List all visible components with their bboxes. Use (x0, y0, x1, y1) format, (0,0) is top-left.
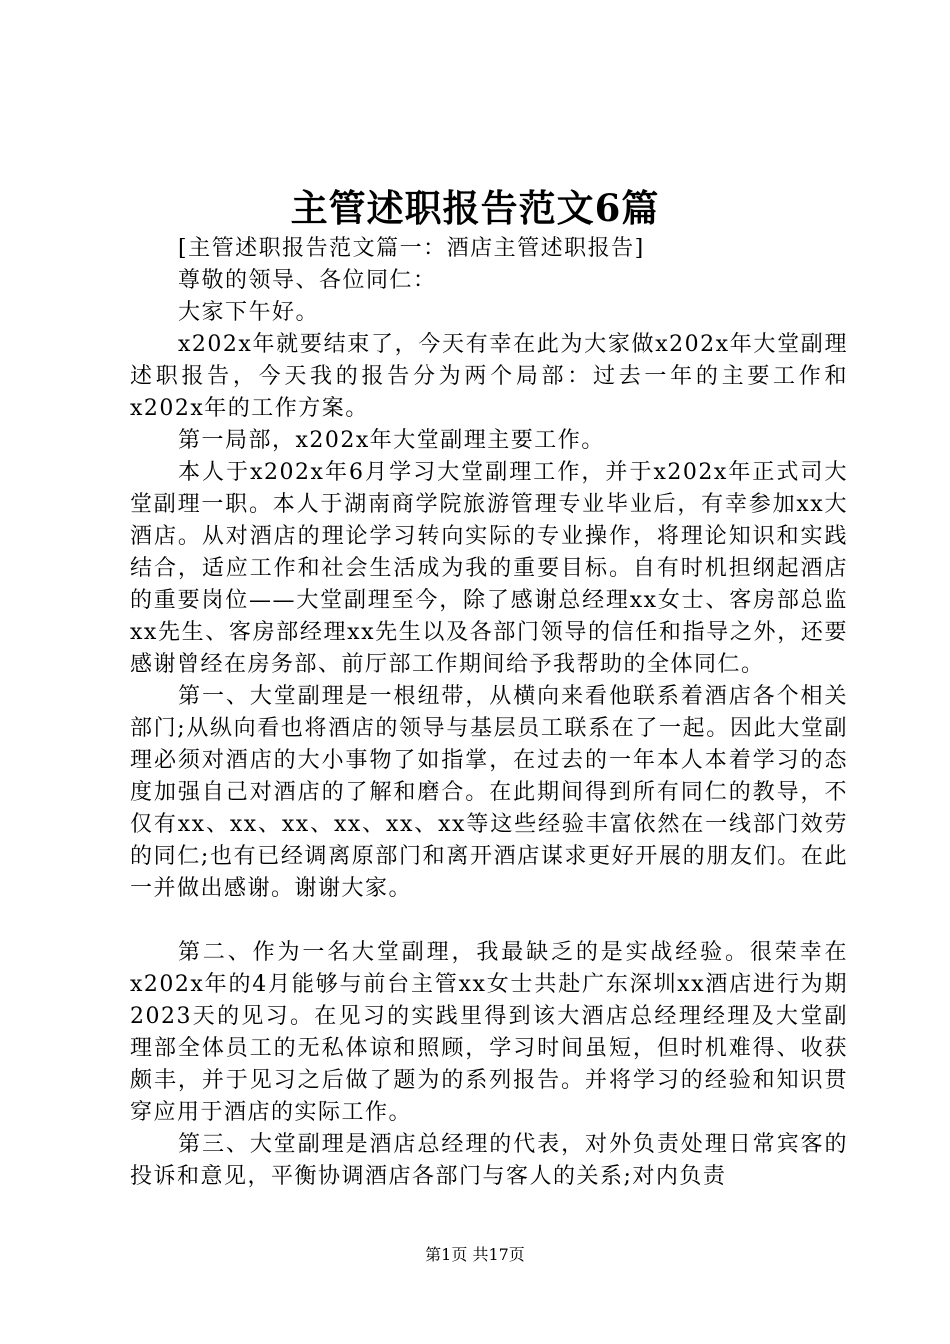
paragraph: 大家下午好。 (178, 300, 320, 325)
document-title: 主管述职报告范文6篇 (290, 186, 660, 230)
paragraph: 尊敬的领导、各位同仁： (178, 268, 437, 293)
paragraph: [主管述职报告范文篇一：酒店主管述职报告] (178, 236, 645, 261)
document-body (130, 233, 848, 1193)
paragraph: 本人于x202x年6月学习大堂副理工作，并于x202x年正式司大堂副理一职。本人于湖南商学院旅游管理专业毕业后，有幸参加xx大酒店。从对酒店的理论学习转向实际的专业操作，将理论知识和实践结合，适应工作和社会生活成为我的重要目标。自有时机担纲起酒店的重要岗位——大堂副理至今，除了感谢总经理xx女士、客房部总监xx先生、客房部经理xx先生以及各部门领导的信任和指导之外，还要感谢曾经在房务部、前厅部工作期间给予我帮助的全体同仁。 (130, 460, 848, 677)
paragraph: x202x年就要结束了，今天有幸在此为大家做x202x年大堂副理述职报告，今天我的报告分为两个局部：过去一年的主要工作和x202x年的工作方案。 (130, 332, 848, 421)
paragraph: 第三、大堂副理是酒店总经理的代表，对外负责处理日常宾客的投诉和意见，平衡协调酒店各部门与客人的关系;对内负责 (130, 1132, 848, 1189)
paragraph: 第二、作为一名大堂副理，我最缺乏的是实战经验。很荣幸在x202x年的4月能够与前台主管xx女士共赴广东深圳xx酒店进行为期2023天的见习。在见习的实践里得到该大酒店总经理经理及大堂副理部全体员工的无私体谅和照顾，学习时间虽短，但时机难得、收获颇丰，并于见习之后做了题为的系列报告。并将学习的经验和知识贯穿应用于酒店的实际工作。 (130, 940, 848, 1125)
paragraph: 第一局部，x202x年大堂副理主要工作。 (178, 428, 605, 453)
paragraph: 第一、大堂副理是一根纽带，从横向来看他联系着酒店各个相关部门;从纵向看也将酒店的领导与基层员工联系在了一起。因此大堂副理必须对酒店的大小事物了如指掌，在过去的一年本人本着学习的态度加强自己对酒店的了解和磨合。在此期间得到所有同仁的教导，不仅有xx、xx、xx、xx、xx、xx等这些经验丰富依然在一线部门效劳的同仁;也有已经调离原部门和离开酒店谋求更好开展的朋友们。在此一并做出感谢。谢谢大家。 (130, 684, 848, 901)
page-indicator: 第1页 共17页 (425, 1245, 525, 1264)
